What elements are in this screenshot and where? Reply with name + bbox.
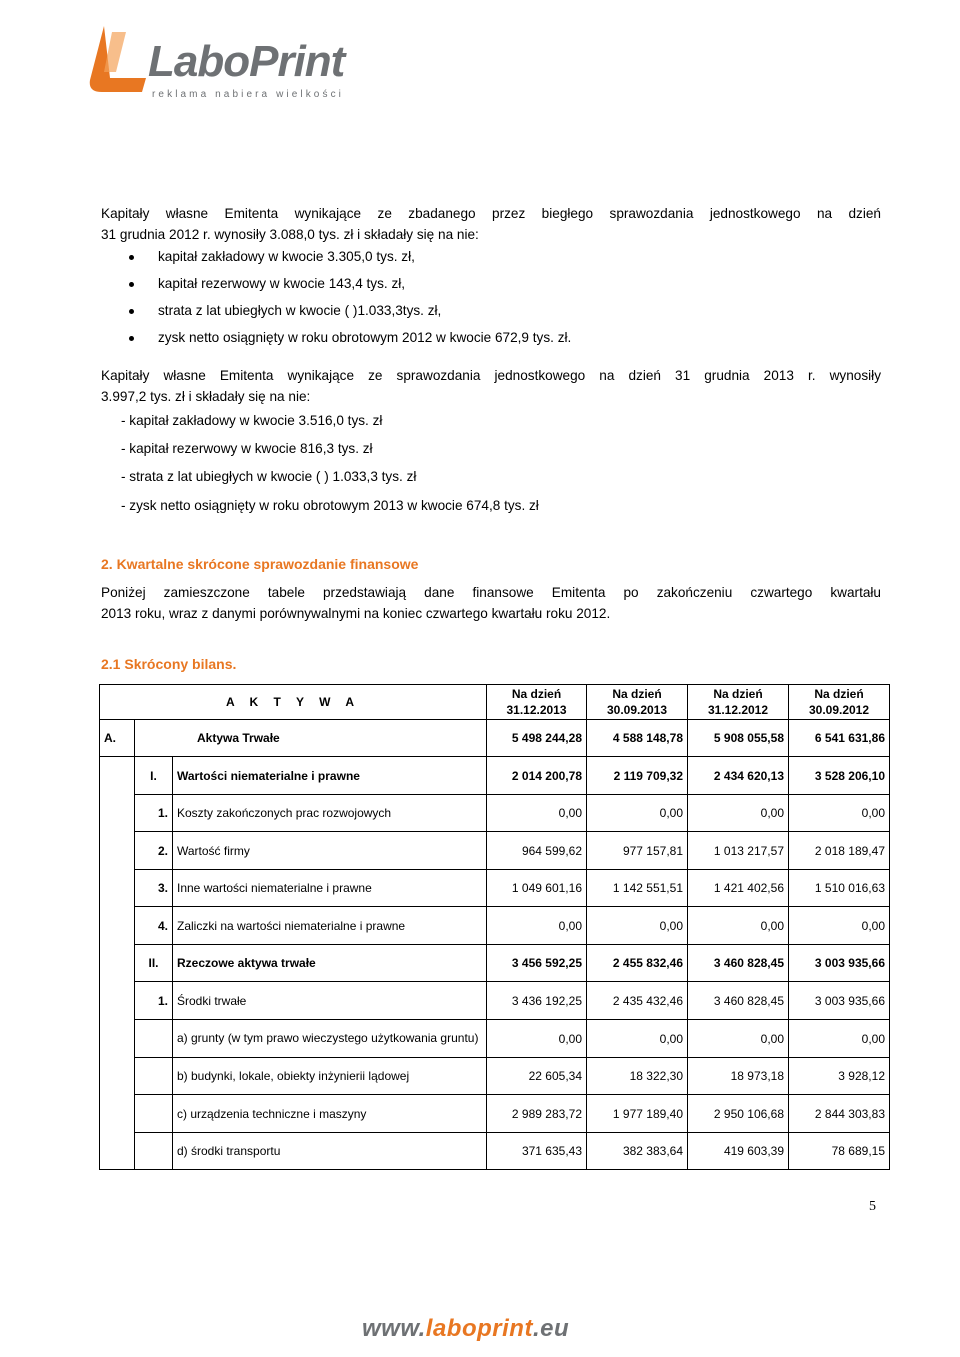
row-code: 1. <box>135 795 173 832</box>
table-cell <box>100 795 135 832</box>
cell-value: 3 460 828,45 <box>688 982 789 1020</box>
equity-2012-intro <box>101 203 881 245</box>
footer-brand: laboprint <box>425 1315 533 1342</box>
table-cell <box>100 832 135 870</box>
list-item-text: zysk netto osiągnięty w roku obrotowym 2012 w kwocie 672,9 tys. zł. <box>158 330 572 345</box>
table-row <box>100 1058 890 1095</box>
table-row <box>100 1133 890 1170</box>
cell-value: 0,00 <box>487 1020 587 1058</box>
table-row <box>100 945 890 982</box>
row-code: I. <box>135 757 173 795</box>
cell-value: 2 434 620,13 <box>688 757 789 795</box>
list-item-text: kapitał rezerwowy w kwocie 143,4 tys. zł, <box>158 276 406 291</box>
row-label: a) grunty (w tym prawo wieczystego użytkowania gruntu) <box>173 1020 487 1058</box>
column-header: Na dzień 30.09.2012 <box>789 685 890 720</box>
company-logo <box>82 22 352 108</box>
cell-value: 977 157,81 <box>587 832 688 870</box>
bullet-icon <box>129 255 134 260</box>
cell-value: 3 003 935,66 <box>789 982 890 1020</box>
cell-value: 3 928,12 <box>789 1058 890 1095</box>
table-cell <box>100 907 135 945</box>
cell-value: 371 635,43 <box>487 1133 587 1170</box>
cell-value: 5 498 244,28 <box>487 720 587 757</box>
row-code <box>135 1020 173 1058</box>
list-item <box>101 276 861 303</box>
table-cell <box>100 982 135 1020</box>
list-item-text: strata z lat ubiegłych w kwocie ( )1.033,3tys. zł, <box>158 303 442 318</box>
cell-value: 1 510 016,63 <box>789 870 890 907</box>
list-item <box>101 330 861 357</box>
table-cell <box>100 1133 135 1170</box>
table-cell <box>100 1058 135 1095</box>
cell-value: 18 322,30 <box>587 1058 688 1095</box>
cell-value: 5 908 055,58 <box>688 720 789 757</box>
table-row <box>100 907 890 945</box>
row-label: c) urządzenia techniczne i maszyny <box>173 1095 487 1133</box>
text-line: 3.997,2 tys. zł i składały się na nie: <box>101 389 311 404</box>
table-row <box>100 870 890 907</box>
cell-value: 4 588 148,78 <box>587 720 688 757</box>
cell-value: 0,00 <box>688 907 789 945</box>
row-code: 1. <box>135 982 173 1020</box>
logo-tagline: reklama nabiera wielkości <box>152 89 344 100</box>
cell-value: 0,00 <box>789 795 890 832</box>
footer-prefix: www. <box>362 1315 426 1342</box>
list-item: - kapitał zakładowy w kwocie 3.516,0 tys. zł <box>121 413 383 428</box>
cell-value: 2 989 283,72 <box>487 1095 587 1133</box>
list-item <box>101 249 861 276</box>
cell-value: 18 973,18 <box>688 1058 789 1095</box>
text-line: 31 grudnia 2012 r. wynosiły 3.088,0 tys. zł i składały się na nie: <box>101 227 479 242</box>
list-item-text: kapitał zakładowy w kwocie 3.305,0 tys. zł, <box>158 249 415 264</box>
row-code <box>135 1095 173 1133</box>
row-code: 4. <box>135 907 173 945</box>
cell-value: 3 528 206,10 <box>789 757 890 795</box>
cell-value: 3 436 192,25 <box>487 982 587 1020</box>
cell-value: 1 049 601,16 <box>487 870 587 907</box>
section-heading: 2. Kwartalne skrócone sprawozdanie finansowe <box>101 556 419 572</box>
table-cell <box>100 945 135 982</box>
cell-value: 3 460 828,45 <box>688 945 789 982</box>
logo-brand-text: LaboPrint <box>148 37 345 86</box>
column-header: Na dzień 31.12.2013 <box>487 685 587 720</box>
row-label: Zaliczki na wartości niematerialne i prawne <box>173 907 487 945</box>
cell-value: 3 003 935,66 <box>789 945 890 982</box>
page-number: 5 <box>869 1199 876 1214</box>
row-label: Wartość firmy <box>173 832 487 870</box>
row-code: II. <box>135 945 173 982</box>
text-line: Kapitały własne Emitenta wynikające ze zbadanego przez biegłego sprawozdania jednostkowego na dzień <box>101 206 881 221</box>
cell-value: 0,00 <box>487 795 587 832</box>
row-label: Koszty zakończonych prac rozwojowych <box>173 795 487 832</box>
cell-value: 2 119 709,32 <box>587 757 688 795</box>
balance-sheet-table <box>99 684 890 1170</box>
text-line: Poniżej zamieszczone tabele przedstawiają dane finansowe Emitenta po zakończeniu czwartego kwartału <box>101 585 881 600</box>
row-label: Wartości niematerialne i prawne <box>173 757 487 795</box>
cell-value: 2 018 189,47 <box>789 832 890 870</box>
list-item: - strata z lat ubiegłych w kwocie ( ) 1.033,3 tys. zł <box>121 469 417 484</box>
row-label: Rzeczowe aktywa trwałe <box>173 945 487 982</box>
cell-value: 0,00 <box>587 795 688 832</box>
cell-value: 2 014 200,78 <box>487 757 587 795</box>
cell-value: 1 142 551,51 <box>587 870 688 907</box>
equity-2012-list <box>101 249 861 357</box>
footer-suffix: .eu <box>532 1315 570 1342</box>
row-label: Środki trwałe <box>173 982 487 1020</box>
table-title: A K T Y W A <box>100 685 487 720</box>
list-item: - zysk netto osiągnięty w roku obrotowym 2013 w kwocie 674,8 tys. zł <box>121 498 539 513</box>
section-paragraph <box>101 582 881 624</box>
row-code <box>135 1058 173 1095</box>
cell-value: 1 977 189,40 <box>587 1095 688 1133</box>
table-cell <box>100 1020 135 1058</box>
cell-value: 0,00 <box>688 795 789 832</box>
row-label: Aktywa Trwałe <box>135 720 487 757</box>
column-header: Na dzień 31.12.2012 <box>688 685 789 720</box>
cell-value: 0,00 <box>587 1020 688 1058</box>
table-row <box>100 1095 890 1133</box>
footer-website <box>362 1315 569 1343</box>
cell-value: 2 950 106,68 <box>688 1095 789 1133</box>
table-cell <box>100 1095 135 1133</box>
bullet-icon <box>129 336 134 341</box>
cell-value: 2 844 303,83 <box>789 1095 890 1133</box>
row-code: 2. <box>135 832 173 870</box>
cell-value: 2 435 432,46 <box>587 982 688 1020</box>
table-header-row <box>100 685 890 720</box>
row-code: 3. <box>135 870 173 907</box>
table-cell <box>100 870 135 907</box>
cell-value: 0,00 <box>789 1020 890 1058</box>
bullet-icon <box>129 282 134 287</box>
cell-value: 0,00 <box>587 907 688 945</box>
cell-value: 6 541 631,86 <box>789 720 890 757</box>
bullet-icon <box>129 309 134 314</box>
equity-2013-intro <box>101 365 881 407</box>
table-cell <box>100 757 135 795</box>
table-row <box>100 757 890 795</box>
text-line: 2013 roku, wraz z danymi porównywalnymi na koniec czwartego kwartału roku 2012. <box>101 606 611 621</box>
logo-mark-icon <box>82 22 152 108</box>
text-line: Kapitały własne Emitenta wynikające ze sprawozdania jednostkowego na dzień 31 grudnia 2013 r. wynosiły <box>101 368 881 383</box>
table-row <box>100 795 890 832</box>
subsection-heading: 2.1 Skrócony bilans. <box>101 656 237 672</box>
cell-value: 78 689,15 <box>789 1133 890 1170</box>
table-row <box>100 1020 890 1058</box>
cell-value: 0,00 <box>487 907 587 945</box>
row-label: Inne wartości niematerialne i prawne <box>173 870 487 907</box>
cell-value: 382 383,64 <box>587 1133 688 1170</box>
cell-value: 964 599,62 <box>487 832 587 870</box>
column-header: Na dzień 30.09.2013 <box>587 685 688 720</box>
cell-value: 3 456 592,25 <box>487 945 587 982</box>
cell-value: 0,00 <box>789 907 890 945</box>
row-label: b) budynki, lokale, obiekty inżynierii lądowej <box>173 1058 487 1095</box>
list-item: - kapitał rezerwowy w kwocie 816,3 tys. zł <box>121 441 373 456</box>
row-label: d) środki transportu <box>173 1133 487 1170</box>
table-row <box>100 832 890 870</box>
cell-value: 1 013 217,57 <box>688 832 789 870</box>
list-item <box>101 303 861 330</box>
cell-value: 22 605,34 <box>487 1058 587 1095</box>
row-code: A. <box>100 720 135 757</box>
table-row <box>100 982 890 1020</box>
cell-value: 419 603,39 <box>688 1133 789 1170</box>
cell-value: 0,00 <box>688 1020 789 1058</box>
cell-value: 2 455 832,46 <box>587 945 688 982</box>
row-code <box>135 1133 173 1170</box>
table-row <box>100 720 890 757</box>
cell-value: 1 421 402,56 <box>688 870 789 907</box>
